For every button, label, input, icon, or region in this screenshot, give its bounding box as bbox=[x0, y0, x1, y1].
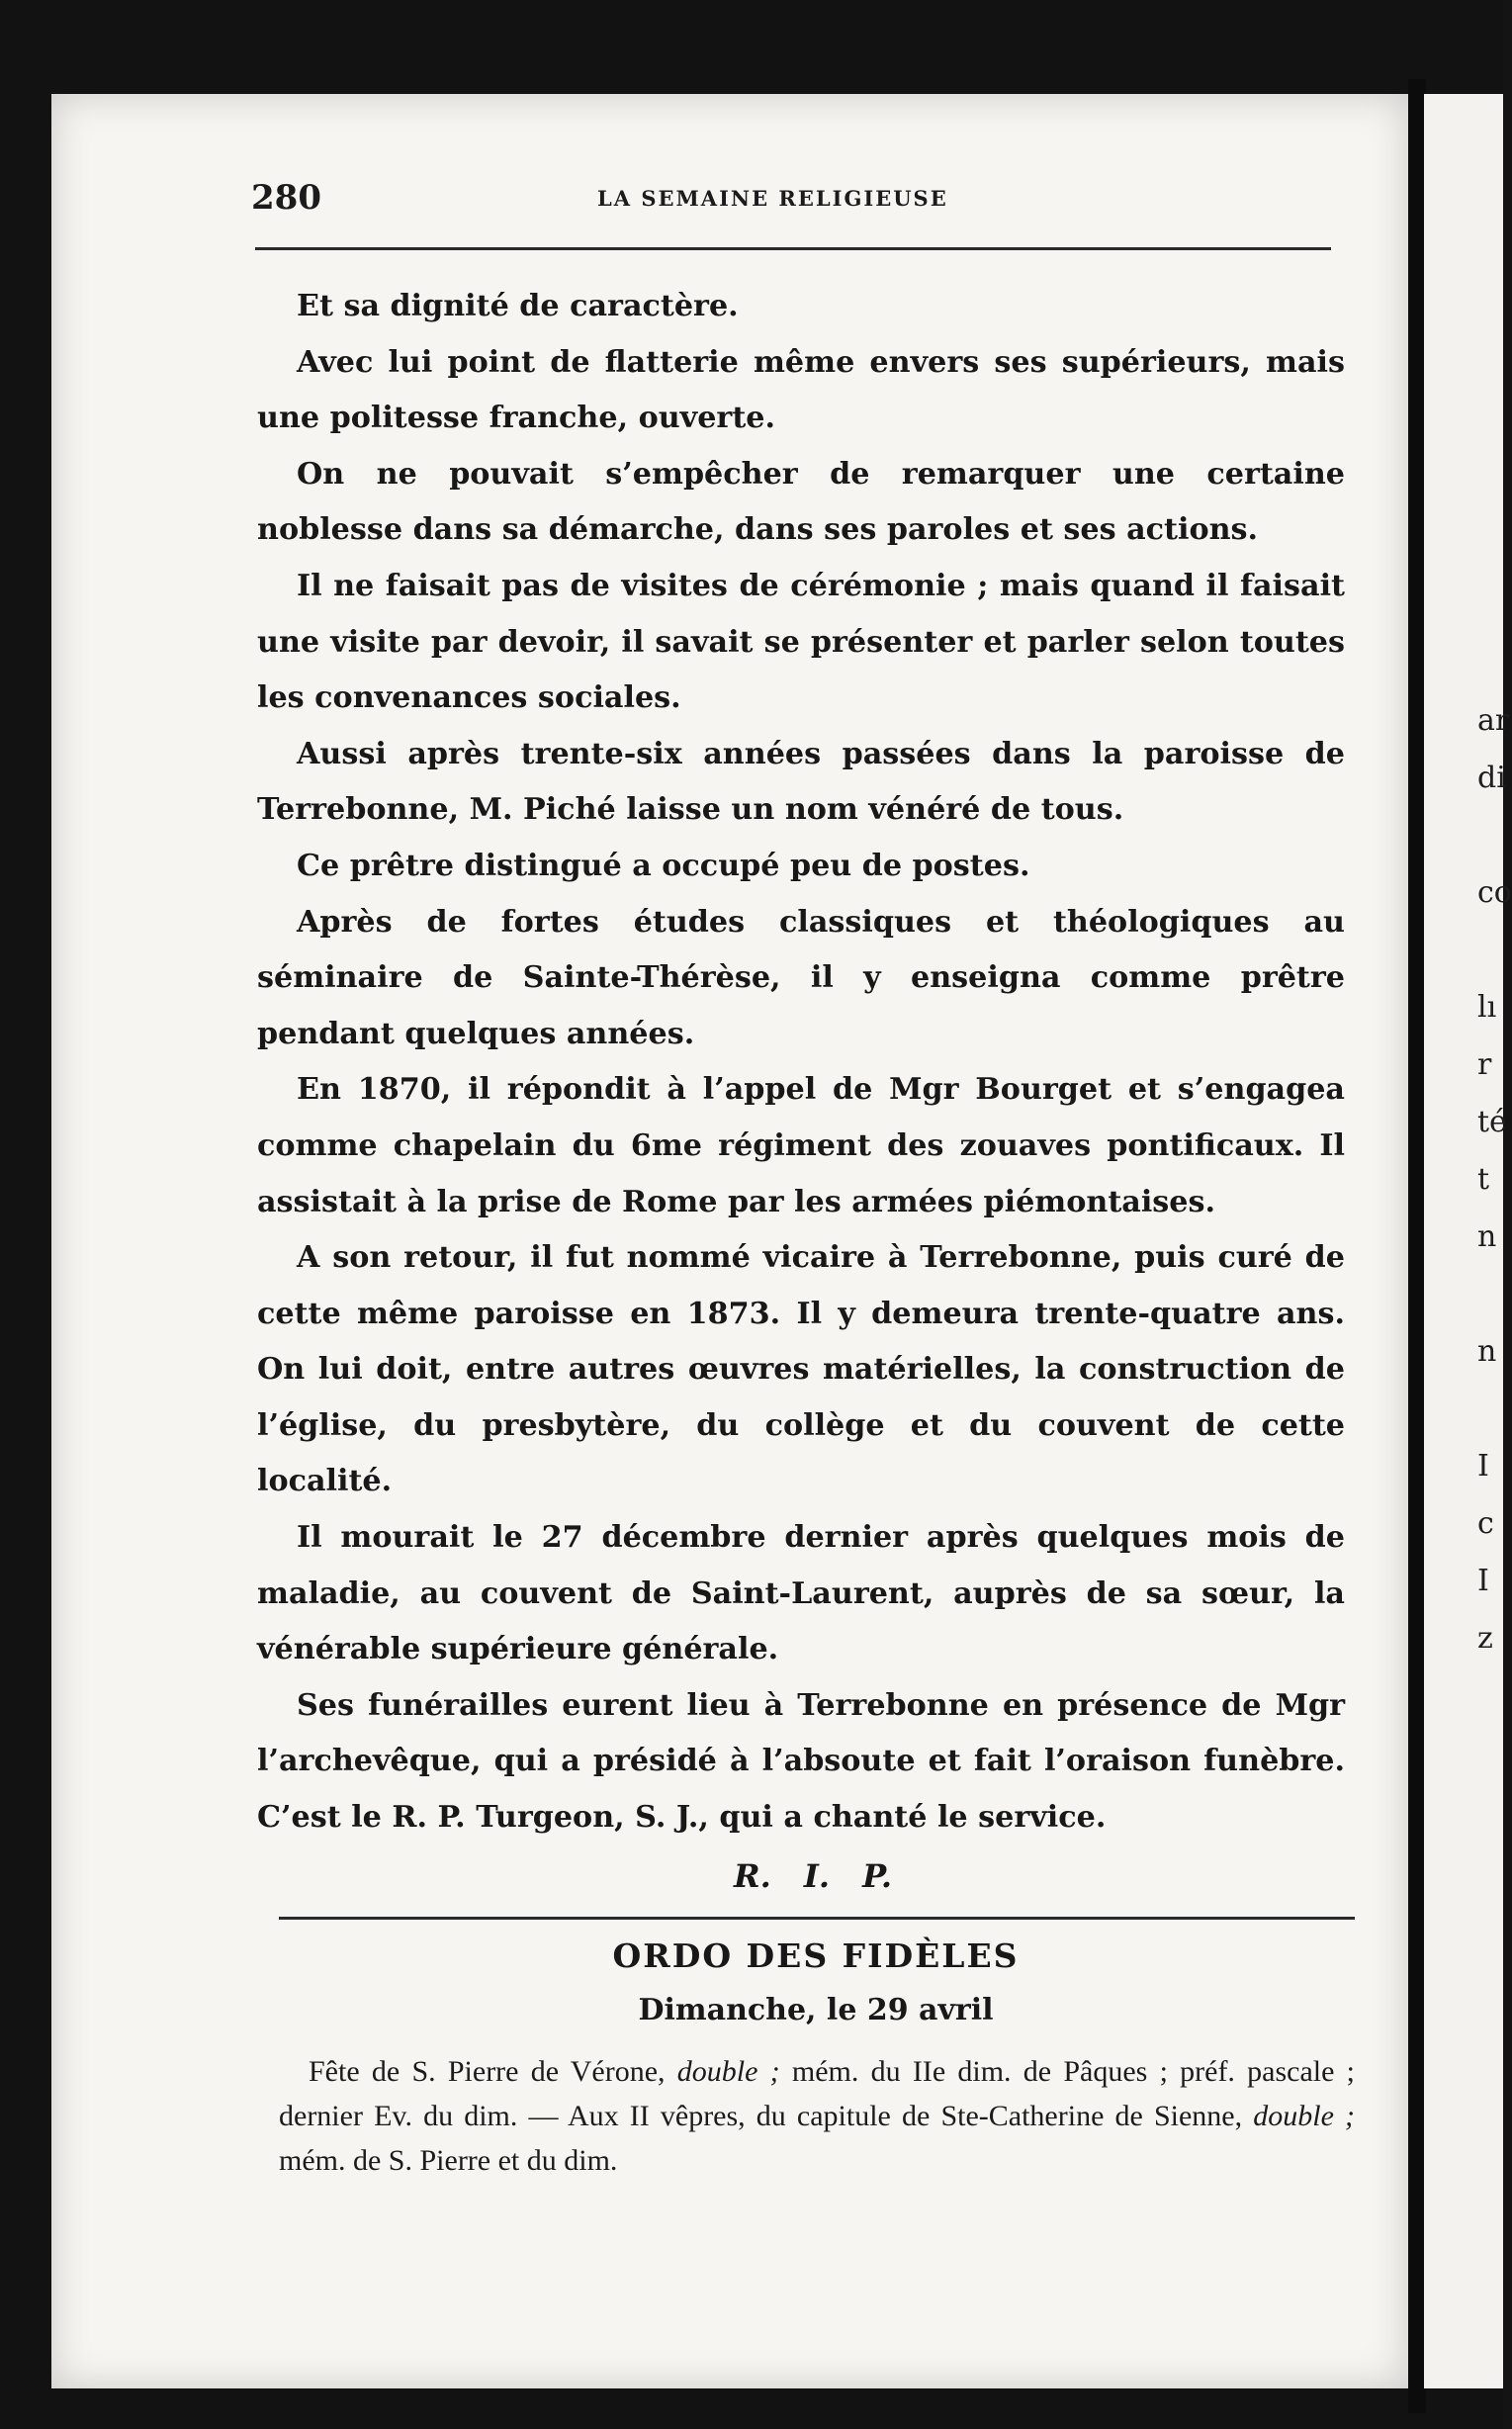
edge-letter: ar bbox=[1477, 703, 1510, 738]
paragraph: Il mourait le 27 décembre dernier après quelques mois de maladie, au couvent de Saint-Laurent, auprès de sa sœur, la vénérable supérieure générale. bbox=[257, 1520, 1345, 1667]
edge-letter bbox=[1477, 1266, 1503, 1323]
edge-letter: té bbox=[1477, 1105, 1507, 1139]
edge-letter: c bbox=[1477, 1506, 1494, 1541]
ordo-text-part: mém. du IIe dim. de Pâques ; préf. pascale ; dernier Ev. du dim. — Aux II vêpres, du capitule de Ste-Catherine de Sienne, bbox=[279, 2055, 1356, 2132]
paragraph: Et sa dignité de caractère. bbox=[297, 289, 739, 323]
edge-letter: z bbox=[1477, 1621, 1493, 1656]
ordo-text-part: Fête de S. Pierre de Vérone, bbox=[309, 2055, 677, 2088]
paragraph: Ce prêtre distingué a occupé peu de postes. bbox=[297, 848, 1030, 883]
edge-letter: co bbox=[1477, 875, 1512, 910]
header-rule bbox=[255, 247, 1331, 250]
edge-letter: I bbox=[1477, 1564, 1489, 1598]
paragraph: Après de fortes études classiques et théologiques au séminaire de Sainte-Thérèse, il y enseigna comme prêtre pendant quelques années. bbox=[257, 904, 1345, 1051]
edge-letter bbox=[1477, 922, 1503, 979]
ordo-text bbox=[279, 2049, 1355, 2183]
ordo-emphasis: double ; bbox=[1253, 2100, 1356, 2132]
ordo-emphasis: double ; bbox=[676, 2055, 780, 2088]
paragraph: A son retour, il fut nommé vicaire à Terrebonne, puis curé de cette même paroisse en 1873. Il y demeura trente-quatre ans. On lui doit, entre autres œuvres matérielles, la construction de l’église, du presbytère, du collège et du couvent de cette localité. bbox=[257, 1240, 1345, 1499]
paragraph: Aussi après trente-six années passées dans la paroisse de Terrebonne, M. Piché laisse un nom vénéré de tous. bbox=[257, 736, 1345, 828]
edge-letter: lı bbox=[1477, 990, 1497, 1025]
ordo-text-part: mém. de S. Pierre et du dim. bbox=[279, 2144, 618, 2177]
paragraph: Ses funérailles eurent lieu à Terrebonne en présence de Mgr l’archevêque, qui a présidé à l’absoute et fait l’oraison funèbre. C’est le R. P. Turgeon, S. J., qui a chanté le service. bbox=[257, 1687, 1345, 1836]
edge-letter: r bbox=[1477, 1047, 1492, 1082]
edge-letter: I bbox=[1477, 1449, 1489, 1484]
edge-letter: di bbox=[1477, 761, 1506, 795]
page-header bbox=[251, 178, 1339, 227]
adjacent-page-text bbox=[1477, 692, 1512, 1667]
edge-letter: n bbox=[1477, 1334, 1497, 1369]
paragraph: Avec lui point de flatterie même envers ses supérieurs, mais une politesse franche, ouverte. bbox=[257, 344, 1345, 436]
edge-letter: n bbox=[1477, 1219, 1497, 1254]
obituary-text bbox=[257, 279, 1345, 1846]
edge-letter bbox=[1477, 807, 1503, 864]
page-number: 280 bbox=[251, 178, 321, 218]
edge-letter bbox=[1477, 1381, 1503, 1438]
ordo-date: Dimanche, le 29 avril bbox=[638, 1993, 994, 2027]
section-rule bbox=[279, 1917, 1355, 1920]
paragraph: On ne pouvait s’empêcher de remarquer une certaine noblesse dans sa démarche, dans ses paroles et ses actions. bbox=[257, 456, 1345, 548]
edge-letter: t bbox=[1477, 1162, 1490, 1197]
ordo-title: ORDO DES FIDÈLES bbox=[612, 1936, 1020, 1975]
running-title: LA SEMAINE RELIGIEUSE bbox=[597, 186, 948, 211]
paragraph: En 1870, il répondit à l’appel de Mgr Bourget et s’engagea comme chapelain du 6me régiment des zouaves pontificaux. Il assistait à la prise de Rome par les armées piémontaises. bbox=[257, 1072, 1345, 1219]
paragraph: Il ne faisait pas de visites de cérémonie ; mais quand il faisait une visite par devoir, il savait se présenter et parler selon toutes les convenances sociales. bbox=[257, 568, 1345, 716]
rip-signature: R. I. P. bbox=[734, 1857, 893, 1895]
